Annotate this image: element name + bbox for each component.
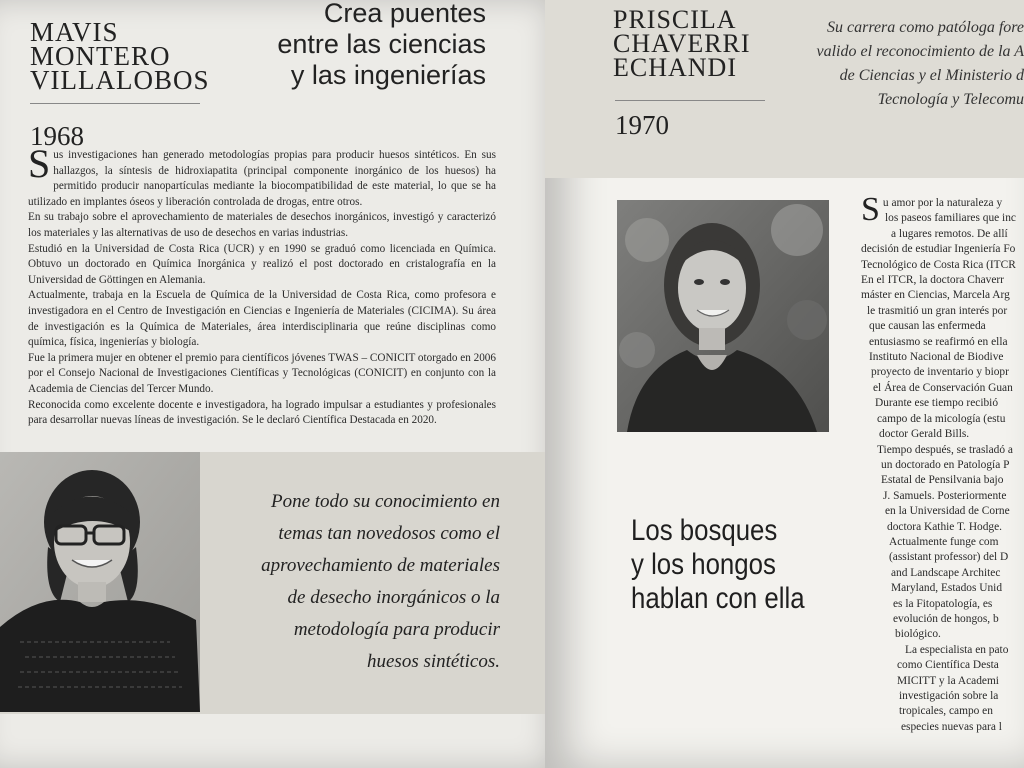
birth-year: 1968 bbox=[30, 121, 84, 151]
name-line: PRISCILA bbox=[613, 5, 737, 34]
bio-line: and Landscape Architec bbox=[891, 566, 1001, 579]
bio-paragraph: Sus investigaciones han generado metodologías propias para producir huesos sintéticos. En sus hallazgos, la síntesis de hidroxiapatita (principal componente inorgánico de los huesos) ha permitido producir nanopartículas mediante la biocompatibilidad de este material, lo que se ha utilizado en implantes óseos y liberación controlada de drogas, entre otros. bbox=[28, 141, 496, 208]
quote-line: huesos sintéticos. bbox=[367, 651, 500, 672]
name-divider bbox=[30, 103, 200, 104]
intro-line: Su carrera como patóloga fore bbox=[826, 19, 1024, 36]
quote-line: de desecho inorgánicos o la bbox=[287, 587, 500, 608]
headline bbox=[631, 514, 805, 616]
headline-line: Los bosques bbox=[631, 514, 778, 547]
portrait-mavis-image bbox=[0, 452, 200, 712]
bio-line: doctora Kathie T. Hodge. bbox=[887, 520, 1003, 533]
dropcap: S bbox=[861, 191, 880, 228]
bio-line: es la Fitopatología, es bbox=[893, 597, 993, 610]
biography bbox=[28, 141, 496, 429]
bio-line: tropicales, campo en bbox=[899, 705, 993, 718]
headline-line: entre las ciencias bbox=[277, 29, 486, 59]
bio-line: campo de la micología (estu bbox=[877, 412, 1006, 425]
scientist-name-priscila bbox=[613, 5, 751, 82]
bio-line: entusiasmo se reafirmó en ella bbox=[869, 335, 1008, 348]
portrait-photo-priscila bbox=[617, 200, 829, 432]
bio-line: doctor Gerald Bills. bbox=[879, 428, 970, 441]
bio-line: le trasmitió un gran interés por bbox=[867, 304, 1008, 317]
intro-line: Tecnología y Telecomu bbox=[877, 91, 1024, 108]
birth-year: 1970 bbox=[615, 110, 669, 140]
bio-line: el Área de Conservación Guan bbox=[873, 381, 1013, 394]
bio-paragraph: Fue la primera mujer en obtener el premio para científicos jóvenes TWAS – CONICIT otorgado en 2006 por el Consejo Nacional de Investigaciones Científicas y Tecnológicas (CONICIT) en conjunto con la Academia de Ciencias del Tercer Mundo. bbox=[28, 351, 496, 395]
bio-line: Tiempo después, se trasladó a bbox=[877, 443, 1013, 456]
bio-line: La especialista en pato bbox=[905, 643, 1009, 656]
bio-line: como Científica Desta bbox=[897, 659, 999, 672]
bio-line: evolución de hongos, b bbox=[893, 612, 999, 625]
bio-paragraph: En su trabajo sobre el aprovechamiento de materiales de desechos inorgánicos, investigó y caracterizó los materiales y las alternativas de uso de desechos en varias industrias. bbox=[28, 211, 496, 239]
name-divider bbox=[615, 100, 765, 101]
scientist-name-mavis bbox=[30, 17, 210, 95]
bio-line: especies nuevas para l bbox=[901, 720, 1002, 733]
portrait-photo-mavis bbox=[0, 452, 200, 712]
name-line: VILLALOBOS bbox=[30, 65, 210, 95]
intro-line: valido el reconocimiento de la A bbox=[816, 43, 1024, 60]
bio-line: Tecnológico de Costa Rica (ITCR bbox=[861, 258, 1016, 271]
bio-line: decisión de estudiar Ingeniería Fo bbox=[861, 243, 1016, 256]
name-line: ECHANDI bbox=[613, 53, 737, 82]
headline-line: Crea puentes bbox=[323, 0, 486, 28]
bio-line: Actualmente funge com bbox=[889, 535, 999, 548]
pull-quote bbox=[210, 486, 500, 678]
bio-line: que causan las enfermeda bbox=[869, 320, 986, 333]
headline-line: y los hongos bbox=[631, 548, 776, 581]
portrait-priscila-image bbox=[617, 200, 829, 432]
headline-line: hablan con ella bbox=[631, 582, 805, 615]
bio-paragraph: Actualmente, trabaja en la Escuela de Química de la Universidad de Costa Rica, como profesora e investigadora en el Centro de Investigación en Ciencias e Ingeniería de Materiales (CICIMA). Su área de investigación es la Química de Materiales, área interdisciplinaria que reúne disciplinas como química, física, ingenierías y biología. bbox=[28, 289, 496, 349]
bio-line: a lugares remotos. De allí bbox=[891, 227, 1008, 240]
bio-paragraph: Reconocida como excelente docente e investigadora, ha logrado impulsar a estudiantes y profesionales para desarrollar nuevas líneas de investigación. Se le declaró Científica Destacada en 2020. bbox=[28, 398, 496, 427]
bio-line: Instituto Nacional de Biodive bbox=[869, 351, 1004, 364]
bio-line: en la Universidad de Corne bbox=[885, 505, 1010, 518]
bio-line: los paseos familiares que inc bbox=[885, 212, 1016, 225]
quote-line: metodología para producir bbox=[293, 619, 500, 640]
bio-line: investigación sobre la bbox=[899, 690, 999, 702]
quote-line: aprovechamiento de materiales bbox=[261, 555, 500, 576]
bio-line: biológico. bbox=[895, 628, 941, 641]
quote-line: Pone todo su conocimiento en bbox=[270, 491, 500, 512]
bio-line: MICITT y la Academi bbox=[897, 674, 999, 687]
bio-paragraph: Estudió en la Universidad de Costa Rica (UCR) y en 1990 se graduó como licenciada en Química. Obtuvo un doctorado en Química Inorgánica y realizó el post doctorado en cristalografía en la Universidad de Göttingen en Alemania. bbox=[28, 242, 496, 286]
bio-line: Estatal de Pensilvania bajo bbox=[881, 474, 1004, 487]
dropcap: S bbox=[28, 141, 51, 186]
bio-line: J. Samuels. Posteriormente bbox=[883, 489, 1007, 502]
name-line: CHAVERRI bbox=[613, 29, 751, 58]
bio-line: proyecto de inventario y biopr bbox=[871, 366, 1009, 379]
bio-line: máster en Ciencias, Marcela Arg bbox=[861, 289, 1010, 302]
name-line: MAVIS bbox=[30, 17, 119, 47]
bio-line: un doctorado en Patología P bbox=[881, 458, 1010, 471]
bio-line: Durante ese tiempo recibió bbox=[875, 397, 999, 410]
intro-text bbox=[764, 16, 1024, 112]
headline-line: y las ingenierías bbox=[290, 60, 486, 90]
right-page bbox=[545, 0, 1024, 768]
bio-line: (assistant professor) del D bbox=[889, 551, 1009, 564]
bio-line: En el ITCR, la doctora Chaverr bbox=[861, 274, 1004, 287]
name-line: MONTERO bbox=[30, 41, 171, 71]
biography bbox=[861, 191, 1016, 735]
intro-line: de Ciencias y el Ministerio d bbox=[839, 67, 1024, 84]
bio-line: Su amor por la naturaleza y bbox=[861, 191, 1003, 228]
quote-line: temas tan novedosos como el bbox=[278, 523, 500, 544]
headline bbox=[250, 0, 486, 91]
bio-line: Maryland, Estados Unid bbox=[891, 582, 1003, 595]
